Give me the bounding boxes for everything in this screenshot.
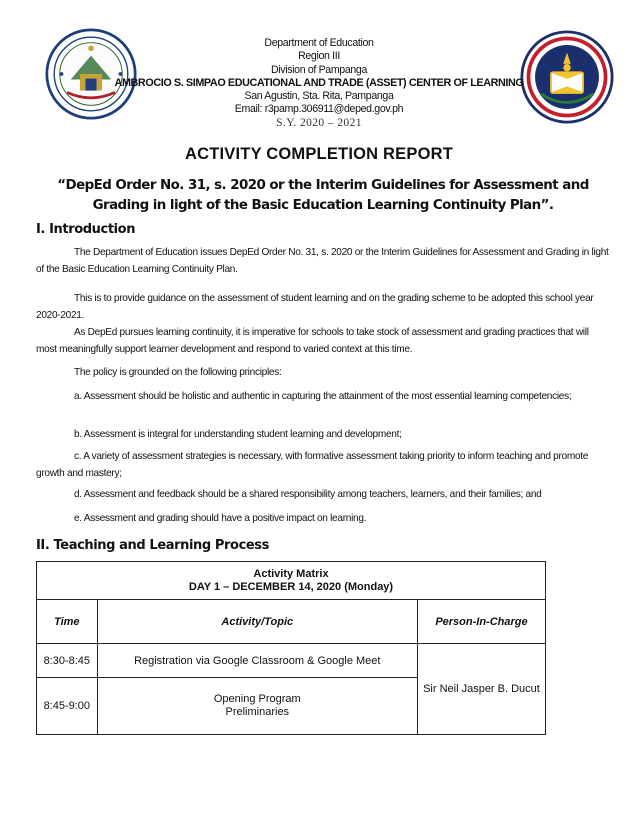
principle-d: d. Assessment and feedback should be a shared responsibility among teachers, learners, and their families; and <box>74 489 542 500</box>
header-time: Time <box>37 600 98 644</box>
principle-b: b. Assessment is integral for understanding student learning and development; <box>74 429 402 440</box>
matrix-caption-row <box>37 562 546 600</box>
section-heading-introduction: I. Introduction <box>36 222 136 237</box>
row-time: 8:30-8:45 <box>37 644 98 678</box>
school-email: Email: r3pamp.306911@deped.gov.ph <box>234 103 404 116</box>
principle-c: c. A variety of assessment strategies is necessary, with formative assessment taking priority to inform teaching and promote growth and mastery; <box>36 451 589 479</box>
activity-opening-program: Opening Program <box>213 693 301 705</box>
paragraph-intro-1: The Department of Education issues DepEd Order No. 31, s. 2020 or the Interim Guidelines for Assessment and Grading in light of the Basic Education Learning Continuity Plan. <box>36 247 609 275</box>
row-activity <box>97 678 417 735</box>
activity-preliminaries: Preliminaries <box>225 706 290 718</box>
paragraph-intro-2: This is to provide guidance on the assessment of student learning and on the grading scheme to be adopted this school year 2020-2021. <box>36 293 594 321</box>
table-row <box>37 644 546 678</box>
report-title: ACTIVITY COMPLETION REPORT <box>185 145 453 163</box>
person-in-charge-cell: Sir Neil Jasper B. Ducut <box>417 644 545 735</box>
header-person-in-charge: Person-In-Charge <box>417 600 545 644</box>
department-name: Department of Education <box>264 37 374 49</box>
letterhead <box>100 37 538 130</box>
school-address: San Agustin, Sta. Rita, Pampanga <box>244 90 394 103</box>
order-title: “DepEd Order No. 31, s. 2020 or the Interim Guidelines for Assessment and Grading in light of the Basic Education Learning Continuity Plan”. <box>57 178 589 213</box>
paragraph-intro-4: The policy is grounded on the following principles: <box>74 367 282 378</box>
school-name: AMBROCIO S. SIMPAO EDUCATIONAL AND TRADE (ASSET) CENTER OF LEARNING <box>114 76 524 89</box>
region-name: Region III <box>298 50 340 63</box>
activity-matrix-table <box>36 561 546 735</box>
principle-e: e. Assessment and grading should have a positive impact on learning. <box>74 513 367 524</box>
matrix-header-row <box>37 600 546 644</box>
matrix-day: DAY 1 – DECEMBER 14, 2020 (Monday) <box>188 580 394 593</box>
header-activity: Activity/Topic <box>97 600 417 644</box>
matrix-caption-cell <box>37 562 546 600</box>
row-time: 8:45-9:00 <box>37 678 98 735</box>
paragraph-intro-3: As DepEd pursues learning continuity, it is imperative for schools to take stock of assessment and grading practices that will most meaningfully support learner development and respond to varied context at this time. <box>36 327 589 355</box>
principle-a: a. Assessment should be holistic and authentic in capturing the attainment of the most essential learning competencies; <box>74 391 572 402</box>
section-heading-teaching: II. Teaching and Learning Process <box>36 538 269 553</box>
matrix-caption: Activity Matrix <box>253 567 329 580</box>
school-year: S.Y. 2020 – 2021 <box>276 116 362 129</box>
division-name: Division of Pampanga <box>270 63 368 76</box>
row-activity: Registration via Google Classroom & Google Meet <box>97 644 417 678</box>
